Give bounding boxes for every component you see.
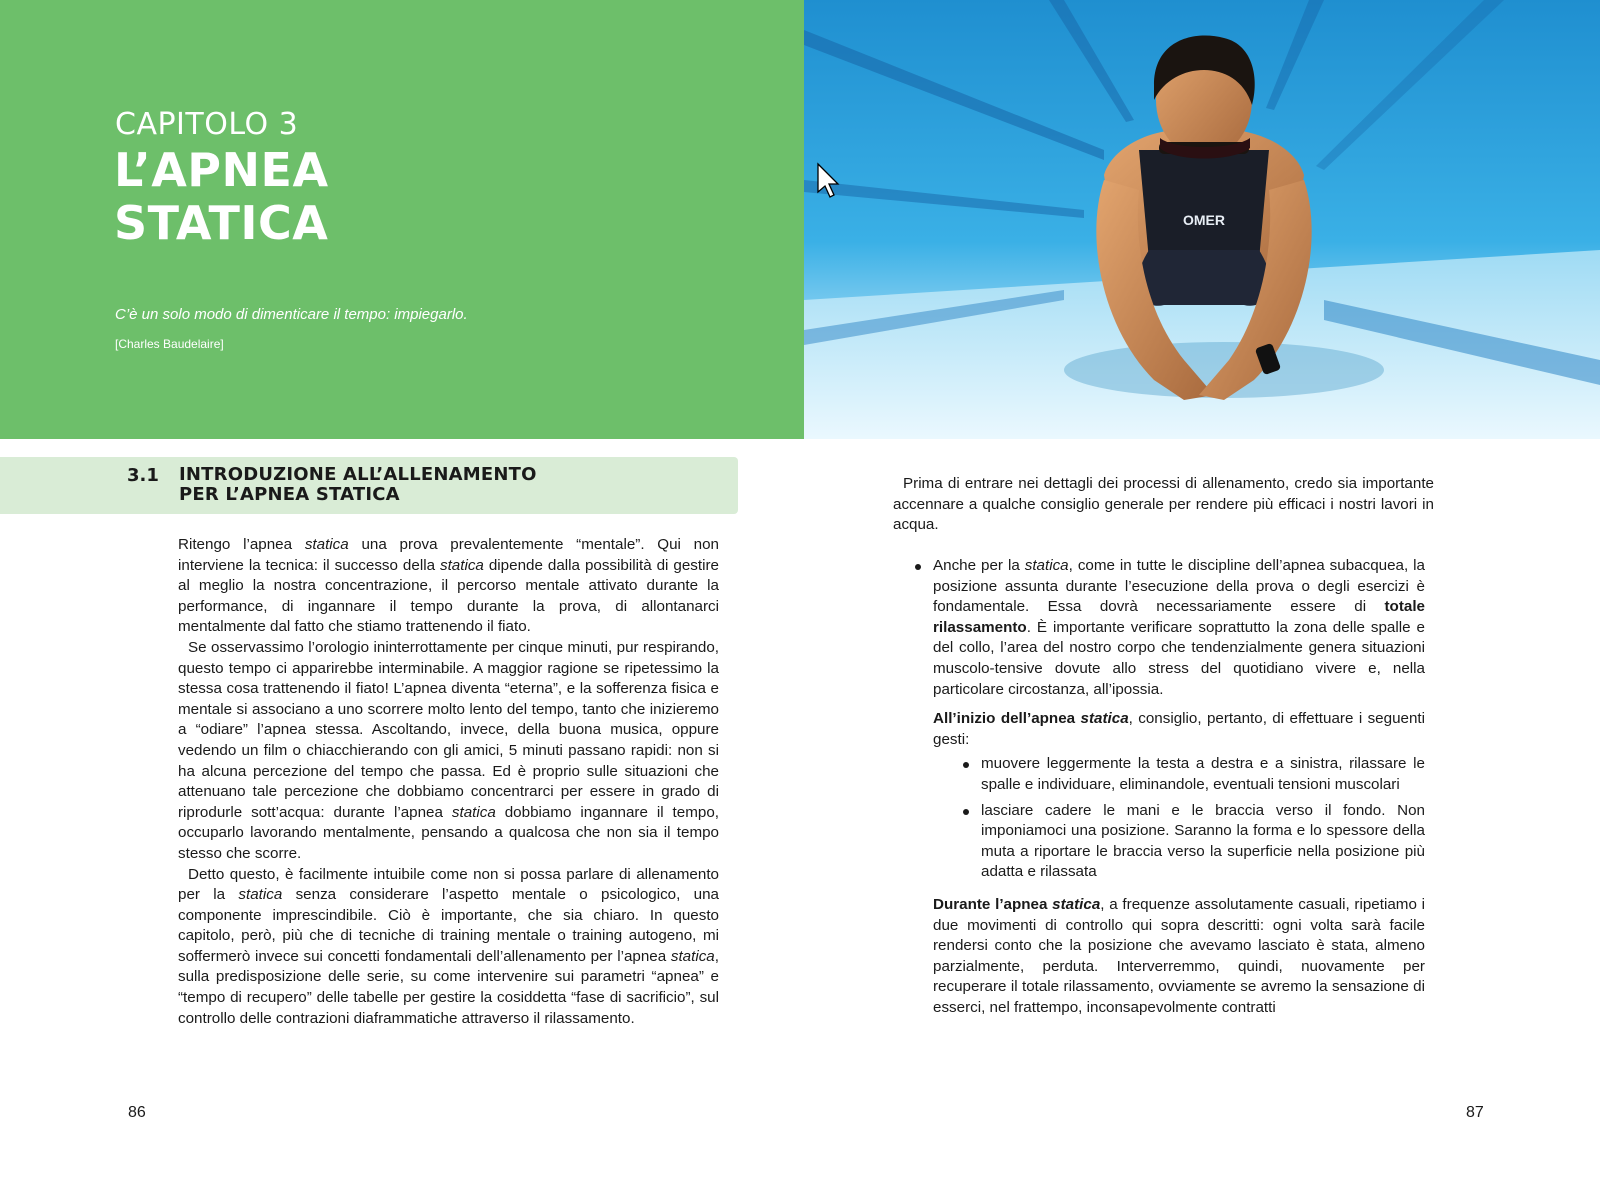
sub-list — [915, 754, 1425, 883]
page-number-right: 87 — [1466, 1104, 1484, 1121]
epigraph-author: [Charles Baudelaire] — [115, 337, 224, 351]
right-column-list — [915, 556, 1425, 1018]
paragraph: Detto questo, è facilmente intuibile come non si possa parlare di allenamento per la statica senza considerare l’aspetto mentale o psicologico, una componente imprescindibile. Ciò è importante, che sia chiaro. In questo capitolo, però, più che di tecniche di training mentale o training autogeno, mi soffermerò invece sui concetti fondamentali dell’allenamento per l’apnea statica, sulla predisposizione delle serie, su come intervenire sui parametri “apnea” e “tempo di recupero” delle tabelle per gestire la cosiddetta “fase di sacrificio”, sul controllo delle contrazioni diaframmatiche attraverso il rilassamento. — [178, 865, 719, 1027]
paragraph: Ritengo l’apnea statica una prova prevalentemente “mentale”. Qui non interviene la tecnica: il successo della statica dipende dalla possibilità di gestire al meglio la nostra concentrazione, il percorso mentale attivato durante la performance, di ingannare il tempo durante la prova, di allontanarci mentalmente dal fatto che stiamo trattenendo il fiato. — [178, 536, 719, 636]
epigraph-quote: C’è un solo modo di dimenticare il tempo: impiegarlo. — [115, 306, 468, 323]
list-item: Anche per la statica, come in tutte le discipline dell’apnea subacquea, la posizione assunta durante l’esecuzione della prova o degli esercizi è fondamentale. Essa dovrà necessariamente essere di totale rilassamento. È importante verificare soprattutto la zona delle spalle e del collo, l’area del nostro corpo che tendenzialmente genera situazioni muscolo-tensive dovute allo stress del quotidiano vivere e, nella particolare circostanza, all’ipossia. — [915, 556, 1425, 700]
chapter-title-line1: L’APNEA — [114, 143, 329, 197]
suit-logo: OMER — [1183, 212, 1225, 228]
section-title — [179, 465, 537, 505]
paragraph: Durante l’apnea statica, a frequenze assolutamente casuali, ripetiamo i due movimenti di controllo qui sopra descritti: ogni volta sarà facile rendersi conto che la posizione che avevamo lasciato è stata, almeno parzialmente, perduta. Interverremmo, quindi, nuovamente per recuperare il totale rilassamento, ovviamente se avremo la sensazione di esserci, nel frattempo, inconsapevolmente contratti — [933, 895, 1425, 1016]
left-column-body — [178, 535, 719, 1029]
list-item: muovere leggermente la testa a destra e a sinistra, rilassare le spalle e individuare, eliminandole, eventuali tensioni muscolari — [963, 754, 1425, 795]
section-title-line1: INTRODUZIONE ALL’ALLENAMENTO — [179, 464, 537, 485]
paragraph: Prima di entrare nei dettagli dei processi di allenamento, credo sia importante accennare a qualche consiglio generale per rendere più efficaci i nostri lavori in acqua. — [893, 475, 1434, 534]
chapter-title-line2: STATICA — [114, 196, 329, 250]
emphasis-text: statica — [439, 556, 484, 574]
emphasis-text: totale rilassamento — [933, 598, 1425, 636]
emphasis-text: Durante l’apnea — [933, 895, 1053, 913]
emphasis-text: statica — [1024, 557, 1069, 574]
emphasis-text: All’inizio dell’apnea — [933, 710, 1081, 728]
emphasis-text: statica — [451, 803, 496, 821]
chapter-title — [114, 144, 329, 250]
page-number-left: 86 — [128, 1104, 146, 1121]
freediver-pool-photo — [804, 0, 1600, 439]
paragraph: Se osservassimo l’orologio ininterrottamente per cinque minuti, pur respirando, questo tempo ci apparirebbe interminabile. A maggior ragione se ripetessimo la stessa cosa trattenendo il fiato! L’apnea diventa “eterna”, e la sofferenza fisica e mentale si associano a uno scorrere molto lento del tempo, tanto che inizieremo a “odiare” l’apnea stessa. Ascoltando, invece, della buona musica, oppure vedendo un film o chiacchierando con gli amici, 5 minuti passano rapidi: non si ha alcuna percezione del tempo che passa. Ed è proprio sulle situazioni che attenuano tale percezione che dobbiamo concentrarci per essere in grado di riprodurle sott’acqua: durante l’apnea statica dobbiamo ingannare il tempo, occuparlo lavorando mentalmente, pensando a qualcosa che non sia il tempo stesso che scorre. — [178, 638, 719, 862]
section-number: 3.1 — [127, 465, 159, 486]
paragraph: All’inizio dell’apnea statica, consiglio, pertanto, di effettuare i seguenti gesti: — [933, 710, 1426, 748]
right-intro — [893, 474, 1434, 536]
section-title-line2: PER L’APNEA STATICA — [179, 484, 400, 505]
list-item: lasciare cadere le mani e le braccia verso il fondo. Non imponiamoci una posizione. Saranno la forma e lo spessore della muta a riportare le braccia verso la superficie nella posizione più adatta e rilassata — [963, 801, 1425, 883]
emphasis-text: statica — [670, 947, 715, 965]
emphasis-text: statica — [1052, 895, 1101, 913]
emphasis-text: statica — [1080, 710, 1129, 728]
chapter-label: CAPITOLO 3 — [115, 107, 299, 142]
emphasis-text: statica — [238, 886, 283, 904]
emphasis-text: statica — [304, 536, 349, 553]
